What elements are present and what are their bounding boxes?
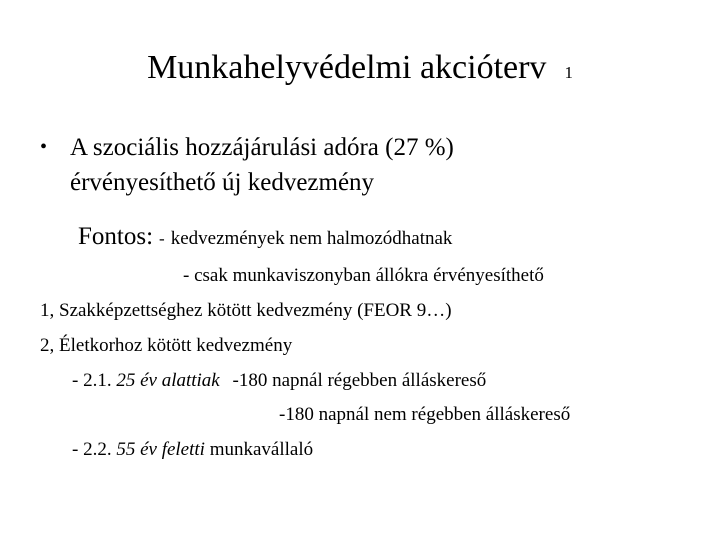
sub-item-2-2-italic: 55 év feletti (116, 439, 205, 460)
sub-item-2-2 (72, 438, 313, 462)
slide-number: 1 (564, 63, 573, 82)
sub-item-2-1 (72, 369, 486, 393)
list-item-1: 1, Szakképzettséghez kötött kedvezmény (FEOR 9…) (40, 300, 452, 321)
sub-item-2-2-rest: munkavállaló (209, 439, 314, 460)
slide-title (0, 46, 720, 95)
sub-item-2-1-rest: -180 napnál régebben álláskereső (232, 370, 487, 391)
fontos-label: Fontos: (78, 223, 154, 250)
sub-item-2-1-rest-2: -180 napnál nem régebben álláskereső (279, 404, 571, 425)
list-item-2: 2, Életkorhoz kötött kedvezmény (40, 335, 293, 356)
sub-item-2-2-prefix: - 2.2. (72, 439, 112, 460)
title-text: Munkahelyvédelmi akcióterv (147, 49, 547, 86)
bullet-line-2: érvényesíthető új kedvezmény (70, 169, 375, 196)
sub-item-2-1-prefix: - 2.1. (72, 370, 112, 391)
bullet-text (70, 130, 454, 200)
fontos-item-2: - csak munkaviszonyban állókra érvényesíthető (183, 265, 544, 286)
fontos-line (78, 225, 452, 251)
bullet-line-1: A szociális hozzájárulási adóra (27 %) (70, 134, 454, 161)
bullet-dot-icon: • (40, 136, 48, 158)
fontos-dash: - (159, 229, 165, 248)
fontos-item-1: kedvezmények nem halmozódhatnak (170, 228, 453, 249)
sub-item-2-1-italic: 25 év alattiak (116, 370, 220, 391)
